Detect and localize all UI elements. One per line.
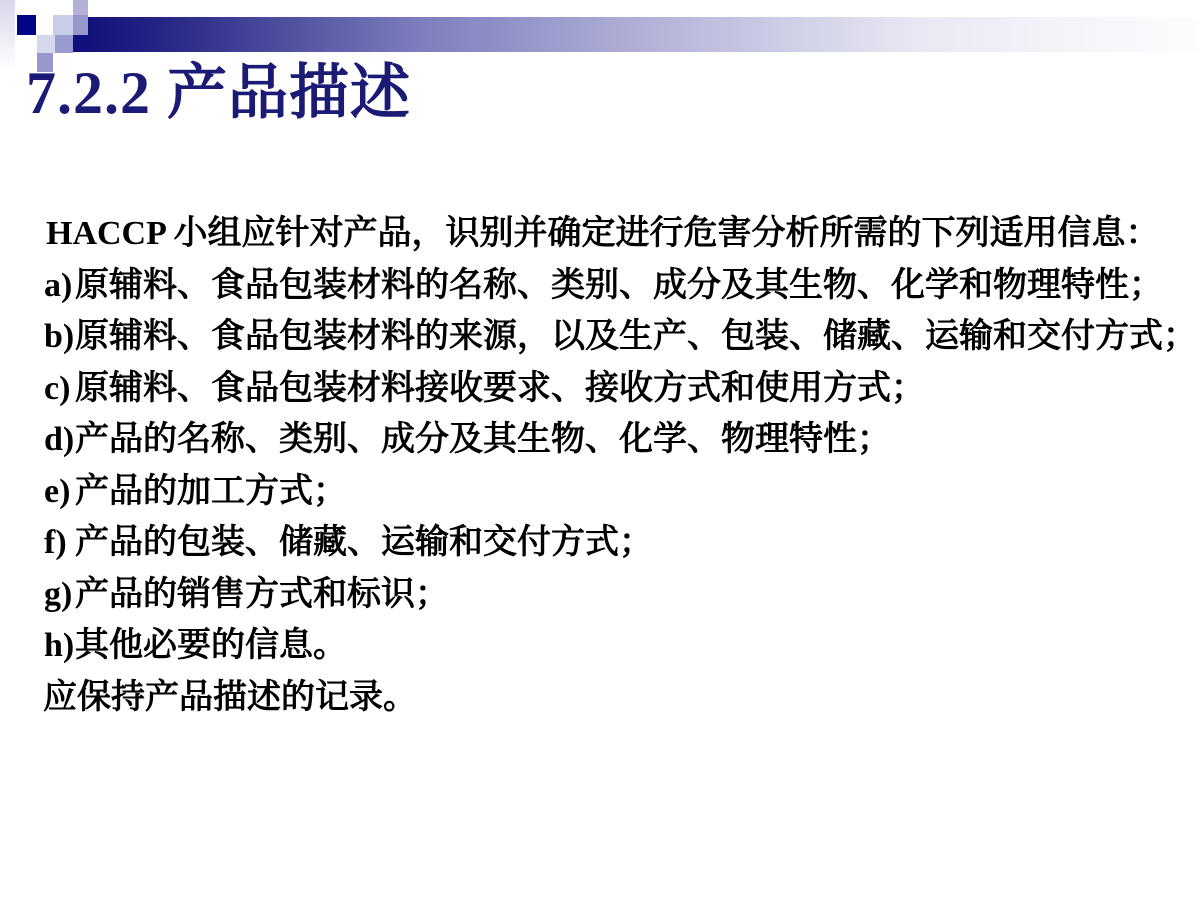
list-item-label: a) <box>44 266 73 304</box>
intro-line: HACCP 小组应针对产品，识别并确定进行危害分析所需的下列适用信息： <box>46 215 1160 252</box>
list-item <box>43 414 1173 466</box>
slide-body <box>43 208 1197 723</box>
pixel-square-decoration <box>73 15 88 35</box>
list-item-text: 原辅料、食品包装材料的名称、类别、成分及其生物、化学和物理特性； <box>75 266 1163 304</box>
footer-line: 应保持产品描述的记录。 <box>43 678 417 716</box>
list-item-label: d) <box>44 421 75 458</box>
left-gradient-strip-decoration <box>0 0 15 70</box>
list-item <box>43 363 1173 415</box>
list-item-text: 其他必要的信息。 <box>75 627 347 664</box>
pixel-square-decoration <box>17 15 36 35</box>
list-item-label: b) <box>44 318 75 355</box>
list-item-text: 产品的加工方式； <box>75 472 347 510</box>
list-item-text: 原辅料、食品包装材料接收要求、接收方式和使用方式； <box>75 369 925 407</box>
list-item <box>43 311 1197 363</box>
header-gradient-bar-decoration <box>88 17 1200 52</box>
list-item-label: f) <box>44 524 67 561</box>
list-item-text: 产品的包装、储藏、运输和交付方式； <box>75 524 653 561</box>
list-item-text: 产品的名称、类别、成分及其生物、化学、物理特性； <box>75 421 891 458</box>
list-item-label: g) <box>44 575 73 613</box>
slide-title: 7.2.2 产品描述 <box>26 60 411 126</box>
pixel-square-decoration <box>73 0 88 15</box>
list-item <box>43 569 1173 621</box>
list-item <box>43 466 1173 518</box>
list-item <box>43 260 1173 312</box>
pixel-square-decoration <box>37 35 55 53</box>
list-item <box>43 517 1173 569</box>
pixel-square-decoration <box>53 15 73 35</box>
list-item-label: e) <box>44 472 71 510</box>
list-item-label: c) <box>44 369 71 407</box>
list-item <box>43 620 1173 672</box>
list-item-text: 原辅料、食品包装材料的来源，以及生产、包装、储藏、运输和交付方式； <box>75 318 1197 355</box>
list-item-text: 产品的销售方式和标识； <box>75 575 449 613</box>
list-item-label: h) <box>44 627 75 664</box>
pixel-square-decoration <box>55 35 73 53</box>
pixel-square-decoration <box>73 35 88 52</box>
